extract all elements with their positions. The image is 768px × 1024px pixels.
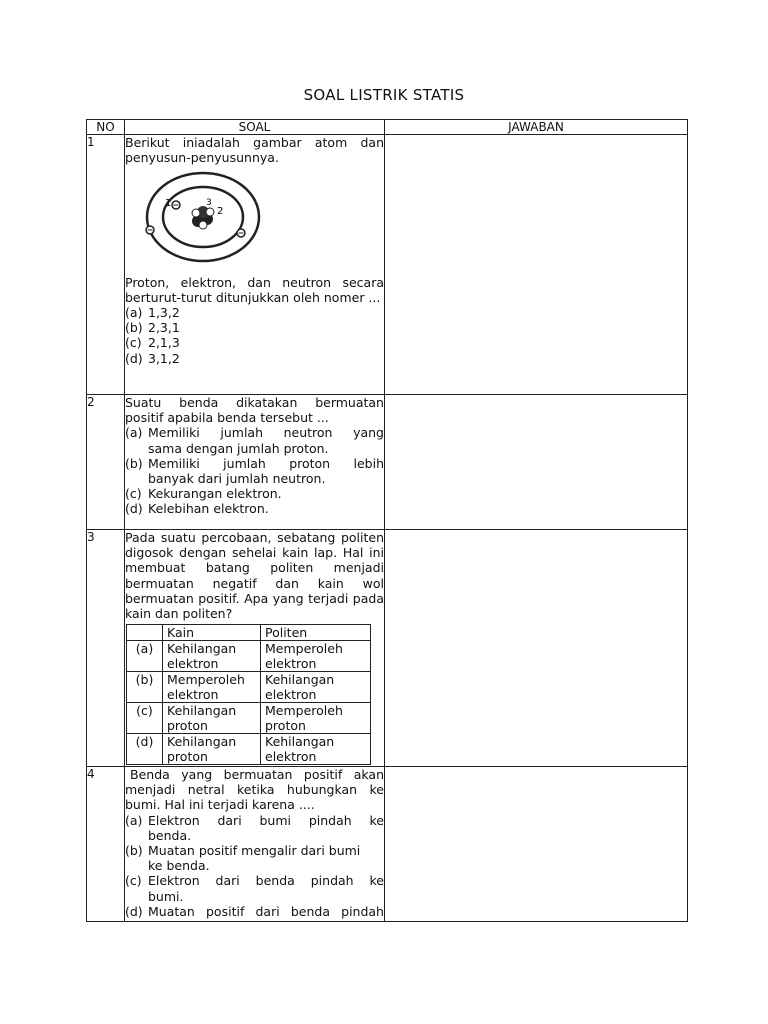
question-cell bbox=[125, 395, 385, 530]
option-text: Kekurangan elektron. bbox=[148, 486, 282, 502]
option-b bbox=[125, 320, 384, 335]
inner-row-d bbox=[127, 734, 371, 765]
header-soal: SOAL bbox=[125, 120, 385, 135]
option-label: (d) bbox=[127, 734, 163, 765]
option-text: 2,3,1 bbox=[148, 320, 180, 336]
question-text: Proton, elektron, dan neutron secara berturut-turut ditunjukkan oleh nomer ... bbox=[125, 274, 384, 305]
answer-options-table bbox=[126, 624, 371, 765]
politen-value: Memperoleh proton bbox=[261, 703, 371, 734]
question-cell bbox=[125, 135, 385, 395]
header-jawaban: JAWABAN bbox=[385, 120, 688, 135]
option-text: 2,1,3 bbox=[148, 335, 180, 351]
option-label: (b) bbox=[125, 843, 143, 859]
option-text: Memiliki jumlah proton lebih bbox=[148, 455, 384, 471]
option-c bbox=[125, 486, 384, 501]
question-cell bbox=[125, 767, 385, 922]
option-d bbox=[125, 501, 384, 516]
option-text-cont: benda. bbox=[148, 827, 192, 843]
answer-cell[interactable] bbox=[385, 135, 688, 395]
option-label: (a) bbox=[127, 641, 163, 672]
option-a bbox=[125, 813, 384, 843]
politen-value: Kehilangan elektron bbox=[261, 672, 371, 703]
inner-header-row bbox=[127, 625, 371, 641]
option-label: (a) bbox=[125, 305, 143, 321]
option-text: Elektron dari bumi pindah ke bbox=[148, 812, 384, 828]
answer-cell[interactable] bbox=[385, 530, 688, 767]
question-row-4 bbox=[87, 767, 688, 922]
question-intro: Berikut iniadalah gambar atom dan penyusun-penyusunnya. bbox=[125, 135, 384, 166]
inner-header-politen: Politen bbox=[261, 625, 371, 641]
diagram-label-3: 3 bbox=[206, 198, 212, 209]
option-text-cont: bumi. bbox=[148, 888, 184, 904]
option-text: Kelebihan elektron. bbox=[148, 501, 269, 517]
question-table bbox=[86, 119, 688, 922]
kain-value: Kehilangan proton bbox=[163, 703, 261, 734]
option-text: Memiliki jumlah neutron yang bbox=[148, 425, 384, 441]
option-d bbox=[125, 904, 384, 919]
question-row-3 bbox=[87, 530, 688, 767]
question-row-2 bbox=[87, 395, 688, 530]
option-label: (d) bbox=[125, 350, 143, 366]
politen-value: Memperoleh elektron bbox=[261, 641, 371, 672]
document-title: SOAL LISTRIK STATIS bbox=[303, 86, 465, 104]
option-c bbox=[125, 335, 384, 350]
diagram-label-2: 2 bbox=[217, 206, 224, 218]
atom-diagram bbox=[143, 169, 263, 265]
option-a bbox=[125, 305, 384, 320]
question-text: Suatu benda dikatakan bermuatan positif apabila benda tersebut ... bbox=[125, 395, 384, 426]
option-text: 3,1,2 bbox=[148, 350, 180, 366]
diagram-label-1: 1 bbox=[165, 198, 172, 210]
option-label: (a) bbox=[125, 425, 143, 441]
inner-row-c bbox=[127, 703, 371, 734]
table-header-row bbox=[87, 120, 688, 135]
option-text: Muatan positif mengalir dari bumi bbox=[148, 843, 361, 859]
politen-value: Kehilangan elektron bbox=[261, 734, 371, 765]
option-label: (b) bbox=[125, 455, 143, 471]
option-text: 1,3,2 bbox=[148, 305, 180, 321]
option-label: (b) bbox=[127, 672, 163, 703]
inner-header-blank bbox=[127, 625, 163, 641]
option-c bbox=[125, 873, 384, 903]
question-number: 4 bbox=[87, 767, 125, 922]
option-a bbox=[125, 425, 384, 455]
header-no: NO bbox=[87, 120, 125, 135]
option-label: (d) bbox=[125, 903, 143, 919]
option-label: (c) bbox=[125, 486, 142, 502]
option-label: (c) bbox=[125, 873, 142, 889]
option-text-cont: banyak dari jumlah neutron. bbox=[148, 471, 326, 487]
question-text: Pada suatu percobaan, sebatang politen digosok dengan sehelai kain lap. Hal ini membuat batang politen menjadi bermuatan negatif dan kain wol bermuatan positif. Apa yang terjadi pada kain dan politen? bbox=[125, 530, 384, 622]
option-label: (d) bbox=[125, 501, 143, 517]
option-text-cont: ke benda. bbox=[148, 858, 210, 874]
inner-header-kain: Kain bbox=[163, 625, 261, 641]
kain-value: Kehilangan elektron bbox=[163, 641, 261, 672]
answer-cell[interactable] bbox=[385, 395, 688, 530]
option-text: Muatan positif dari benda pindah bbox=[148, 903, 384, 919]
option-b bbox=[125, 843, 384, 873]
option-d bbox=[125, 351, 384, 366]
kain-value: Memperoleh elektron bbox=[163, 672, 261, 703]
option-label: (c) bbox=[125, 335, 142, 351]
question-row-1 bbox=[87, 135, 688, 395]
option-text-cont: sama dengan jumlah proton. bbox=[148, 440, 329, 456]
option-text: Elektron dari benda pindah ke bbox=[148, 873, 384, 889]
option-label: (b) bbox=[125, 320, 143, 336]
option-label: (c) bbox=[127, 703, 163, 734]
inner-row-b bbox=[127, 672, 371, 703]
question-number: 3 bbox=[87, 530, 125, 767]
option-b bbox=[125, 456, 384, 486]
kain-value: Kehilangan proton bbox=[163, 734, 261, 765]
answer-cell[interactable] bbox=[385, 767, 688, 922]
question-cell bbox=[125, 530, 385, 767]
question-number: 2 bbox=[87, 395, 125, 530]
question-text: Benda yang bermuatan positif akan menjadi netral ketika hubungkan ke bumi. Hal ini terjadi karena .... bbox=[125, 767, 384, 813]
inner-row-a bbox=[127, 641, 371, 672]
question-number: 1 bbox=[87, 135, 125, 395]
option-label: (a) bbox=[125, 812, 143, 828]
